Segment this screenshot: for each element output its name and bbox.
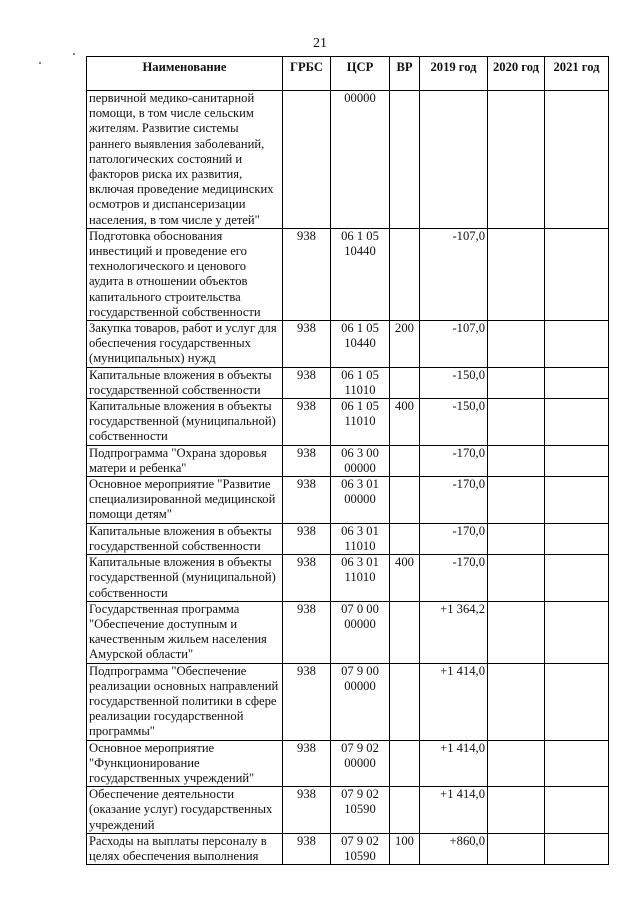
header-csr: ЦСР bbox=[331, 57, 390, 91]
table-row bbox=[87, 445, 609, 476]
cell-csr: 06 1 05 10440 bbox=[331, 228, 390, 320]
cell-grbs: 938 bbox=[283, 555, 331, 602]
cell-name: Капитальные вложения в объекты государственной собственности bbox=[87, 523, 283, 554]
cell-grbs: 938 bbox=[283, 321, 331, 368]
table-row bbox=[87, 321, 609, 368]
cell-name: Основное мероприятие "Функционирование государственных учреждений" bbox=[87, 740, 283, 787]
cell-grbs: 938 bbox=[283, 601, 331, 663]
cell-2020 bbox=[488, 601, 545, 663]
cell-name: Подготовка обоснования инвестиций и проведение его технологического и ценового аудита в отношении объектов капитального строительства государственной собственности bbox=[87, 228, 283, 320]
cell-vr: 200 bbox=[390, 321, 420, 368]
cell-grbs: 938 bbox=[283, 787, 331, 834]
cell-grbs: 938 bbox=[283, 523, 331, 554]
cell-2019: -150,0 bbox=[420, 399, 488, 446]
header-name: Наименование bbox=[87, 57, 283, 91]
table-row bbox=[87, 228, 609, 320]
cell-name: Обеспечение деятельности (оказание услуг) государственных учреждений bbox=[87, 787, 283, 834]
cell-csr: 07 0 00 00000 bbox=[331, 601, 390, 663]
table-row bbox=[87, 399, 609, 446]
cell-vr bbox=[390, 477, 420, 524]
cell-csr: 06 3 01 11010 bbox=[331, 523, 390, 554]
cell-csr: 07 9 02 10590 bbox=[331, 833, 390, 864]
header-2020: 2020 год bbox=[488, 57, 545, 91]
cell-2019: -170,0 bbox=[420, 523, 488, 554]
cell-vr bbox=[390, 740, 420, 787]
cell-2019: -150,0 bbox=[420, 367, 488, 398]
cell-vr: 400 bbox=[390, 555, 420, 602]
cell-name: Капитальные вложения в объекты государственной (муниципальной) собственности bbox=[87, 555, 283, 602]
budget-table bbox=[86, 56, 609, 865]
table-header-row bbox=[87, 57, 609, 91]
header-grbs: ГРБС bbox=[283, 57, 331, 91]
cell-2019: -170,0 bbox=[420, 445, 488, 476]
cell-vr: 400 bbox=[390, 399, 420, 446]
cell-grbs: 938 bbox=[283, 445, 331, 476]
cell-vr bbox=[390, 601, 420, 663]
table-row bbox=[87, 367, 609, 398]
cell-2019: +860,0 bbox=[420, 833, 488, 864]
cell-2020 bbox=[488, 321, 545, 368]
cell-2021 bbox=[545, 477, 609, 524]
cell-vr bbox=[390, 367, 420, 398]
table-row bbox=[87, 787, 609, 834]
cell-grbs: 938 bbox=[283, 228, 331, 320]
cell-2021 bbox=[545, 523, 609, 554]
cell-grbs: 938 bbox=[283, 663, 331, 740]
table-row bbox=[87, 477, 609, 524]
cell-name: Государственная программа "Обеспечение доступным и качественным жильем населения Амурской области" bbox=[87, 601, 283, 663]
cell-2020 bbox=[488, 833, 545, 864]
table-row bbox=[87, 91, 609, 229]
cell-name: Подпрограмма "Обеспечение реализации основных направлений государственной политики в сфере реализации государственной программы" bbox=[87, 663, 283, 740]
cell-grbs: 938 bbox=[283, 740, 331, 787]
cell-2020 bbox=[488, 663, 545, 740]
scan-speck bbox=[73, 53, 75, 55]
cell-2020 bbox=[488, 787, 545, 834]
header-2019: 2019 год bbox=[420, 57, 488, 91]
cell-csr: 07 9 02 10590 bbox=[331, 787, 390, 834]
cell-vr bbox=[390, 523, 420, 554]
header-2021: 2021 год bbox=[545, 57, 609, 91]
cell-2020 bbox=[488, 228, 545, 320]
cell-grbs: 938 bbox=[283, 399, 331, 446]
cell-csr: 00000 bbox=[331, 91, 390, 229]
header-vr: ВР bbox=[390, 57, 420, 91]
cell-2021 bbox=[545, 228, 609, 320]
cell-csr: 06 3 01 00000 bbox=[331, 477, 390, 524]
cell-csr: 06 1 05 10440 bbox=[331, 321, 390, 368]
cell-name: Подпрограмма "Охрана здоровья матери и ребенка" bbox=[87, 445, 283, 476]
cell-2020 bbox=[488, 445, 545, 476]
cell-2021 bbox=[545, 787, 609, 834]
table-row bbox=[87, 555, 609, 602]
cell-2020 bbox=[488, 91, 545, 229]
cell-2021 bbox=[545, 601, 609, 663]
table-row bbox=[87, 663, 609, 740]
table-body bbox=[87, 91, 609, 865]
cell-2019: -107,0 bbox=[420, 228, 488, 320]
cell-2021 bbox=[545, 833, 609, 864]
cell-csr: 06 1 05 11010 bbox=[331, 367, 390, 398]
cell-2019 bbox=[420, 91, 488, 229]
table-row bbox=[87, 523, 609, 554]
cell-2020 bbox=[488, 555, 545, 602]
cell-2019: +1 414,0 bbox=[420, 787, 488, 834]
cell-2020 bbox=[488, 477, 545, 524]
cell-name: Основное мероприятие "Развитие специализированной медицинской помощи детям" bbox=[87, 477, 283, 524]
cell-2019: +1 414,0 bbox=[420, 740, 488, 787]
cell-2021 bbox=[545, 367, 609, 398]
cell-2019: -170,0 bbox=[420, 477, 488, 524]
cell-csr: 07 9 00 00000 bbox=[331, 663, 390, 740]
cell-2021 bbox=[545, 555, 609, 602]
cell-name: Расходы на выплаты персоналу в целях обеспечения выполнения bbox=[87, 833, 283, 864]
cell-grbs: 938 bbox=[283, 833, 331, 864]
cell-grbs: 938 bbox=[283, 367, 331, 398]
table-row bbox=[87, 833, 609, 864]
cell-2021 bbox=[545, 740, 609, 787]
cell-csr: 06 3 00 00000 bbox=[331, 445, 390, 476]
table-row bbox=[87, 740, 609, 787]
cell-2019: +1 364,2 bbox=[420, 601, 488, 663]
cell-2020 bbox=[488, 399, 545, 446]
cell-csr: 07 9 02 00000 bbox=[331, 740, 390, 787]
cell-2021 bbox=[545, 663, 609, 740]
cell-2021 bbox=[545, 445, 609, 476]
cell-2019: -107,0 bbox=[420, 321, 488, 368]
page-number: 21 bbox=[313, 36, 327, 51]
cell-grbs bbox=[283, 91, 331, 229]
cell-vr: 100 bbox=[390, 833, 420, 864]
cell-grbs: 938 bbox=[283, 477, 331, 524]
cell-2021 bbox=[545, 399, 609, 446]
cell-csr: 06 3 01 11010 bbox=[331, 555, 390, 602]
cell-csr: 06 1 05 11010 bbox=[331, 399, 390, 446]
cell-name: Капитальные вложения в объекты государственной (муниципальной) собственности bbox=[87, 399, 283, 446]
cell-name: первичной медико-санитарной помощи, в том числе сельским жителям. Развитие системы раннего выявления заболеваний, патологических состояний и факторов риска их развития, включая проведение медицинских осмотров и диспансеризации населения, в том числе у детей" bbox=[87, 91, 283, 229]
cell-2021 bbox=[545, 91, 609, 229]
cell-vr bbox=[390, 787, 420, 834]
cell-name: Закупка товаров, работ и услуг для обеспечения государственных (муниципальных) нужд bbox=[87, 321, 283, 368]
table-row bbox=[87, 601, 609, 663]
cell-2020 bbox=[488, 523, 545, 554]
cell-2021 bbox=[545, 321, 609, 368]
cell-vr bbox=[390, 228, 420, 320]
cell-vr bbox=[390, 663, 420, 740]
cell-name: Капитальные вложения в объекты государственной собственности bbox=[87, 367, 283, 398]
cell-vr bbox=[390, 445, 420, 476]
cell-vr bbox=[390, 91, 420, 229]
scan-speck bbox=[39, 62, 41, 64]
cell-2020 bbox=[488, 740, 545, 787]
cell-2019: -170,0 bbox=[420, 555, 488, 602]
cell-2020 bbox=[488, 367, 545, 398]
cell-2019: +1 414,0 bbox=[420, 663, 488, 740]
